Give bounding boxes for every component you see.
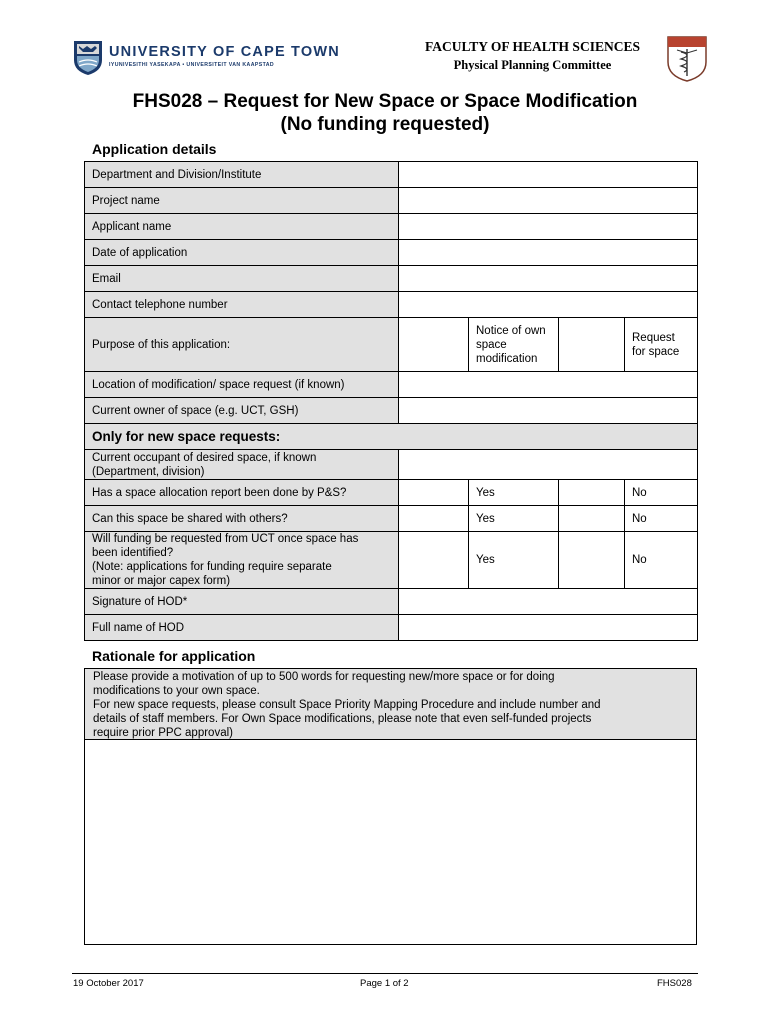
table-row xyxy=(85,615,698,641)
footer-form-code: FHS028 xyxy=(657,978,692,989)
uct-logo xyxy=(73,40,340,80)
table-row xyxy=(85,372,698,398)
rationale-line5: require prior PPC approval) xyxy=(93,727,233,739)
email-label: Email xyxy=(85,266,399,292)
table-row xyxy=(85,188,698,214)
applicant-name-label: Applicant name xyxy=(85,214,399,240)
shared-label: Can this space be shared with others? xyxy=(85,506,399,532)
purpose-checkbox-request[interactable] xyxy=(559,318,625,372)
location-field[interactable] xyxy=(399,372,698,398)
table-row xyxy=(85,162,698,188)
funding-label-line3: (Note: applications for funding require separate xyxy=(92,561,332,573)
hod-name-field[interactable] xyxy=(399,615,698,641)
allocation-report-label: Has a space allocation report been done by P&S? xyxy=(85,480,399,506)
date-label: Date of application xyxy=(85,240,399,266)
faculty-header xyxy=(405,39,660,73)
funding-no-label: No xyxy=(625,532,698,589)
faculty-crest-icon xyxy=(667,36,707,82)
rationale-line4: details of staff members. For Own Space modifications, please note that even self-funded projects xyxy=(93,713,592,725)
table-row xyxy=(85,292,698,318)
department-field[interactable] xyxy=(399,162,698,188)
faculty-name: FACULTY OF HEALTH SCIENCES xyxy=(425,39,640,54)
purpose-label: Purpose of this application: xyxy=(85,318,399,372)
rationale-line1: Please provide a motivation of up to 500 words for requesting new/more space or for doing xyxy=(93,671,555,683)
new-space-heading: Only for new space requests: xyxy=(85,424,698,450)
allocation-yes-label: Yes xyxy=(469,480,559,506)
email-field[interactable] xyxy=(399,266,698,292)
table-row xyxy=(85,240,698,266)
department-label: Department and Division/Institute xyxy=(85,162,399,188)
purpose-option-modification: Notice of own space modification xyxy=(469,318,559,372)
hod-name-label: Full name of HOD xyxy=(85,615,399,641)
footer-divider xyxy=(72,973,698,974)
shared-yes-label: Yes xyxy=(469,506,559,532)
footer-date: 19 October 2017 xyxy=(73,978,144,989)
table-row xyxy=(85,589,698,615)
funding-label xyxy=(85,532,399,589)
owner-field[interactable] xyxy=(399,398,698,424)
application-details-heading: Application details xyxy=(92,141,217,157)
table-row xyxy=(85,450,698,480)
hod-signature-field[interactable] xyxy=(399,589,698,615)
table-row xyxy=(85,506,698,532)
table-row xyxy=(85,480,698,506)
funding-label-line2: been identified? xyxy=(92,547,174,559)
telephone-field[interactable] xyxy=(399,292,698,318)
rationale-box xyxy=(84,668,697,945)
funding-label-line4: minor or major capex form) xyxy=(92,575,231,587)
table-row xyxy=(85,424,698,450)
funding-yes-checkbox[interactable] xyxy=(399,532,469,589)
table-row xyxy=(85,318,698,372)
project-name-label: Project name xyxy=(85,188,399,214)
date-field[interactable] xyxy=(399,240,698,266)
application-form-table xyxy=(84,161,698,641)
allocation-no-label: No xyxy=(625,480,698,506)
funding-yes-label: Yes xyxy=(469,532,559,589)
project-name-field[interactable] xyxy=(399,188,698,214)
allocation-yes-checkbox[interactable] xyxy=(399,480,469,506)
footer-page-number: Page 1 of 2 xyxy=(360,978,409,989)
owner-label: Current owner of space (e.g. UCT, GSH) xyxy=(85,398,399,424)
occupant-label-line1: Current occupant of desired space, if known xyxy=(92,451,317,464)
purpose-checkbox-modification[interactable] xyxy=(399,318,469,372)
rationale-line2: modifications to your own space. xyxy=(93,685,260,697)
funding-no-checkbox[interactable] xyxy=(559,532,625,589)
allocation-no-checkbox[interactable] xyxy=(559,480,625,506)
rationale-text-area[interactable] xyxy=(85,740,696,943)
table-row xyxy=(85,214,698,240)
shared-yes-checkbox[interactable] xyxy=(399,506,469,532)
purpose-option-request: Request for space xyxy=(625,318,698,372)
shared-no-checkbox[interactable] xyxy=(559,506,625,532)
table-row xyxy=(85,398,698,424)
hod-signature-label: Signature of HOD* xyxy=(85,589,399,615)
uct-shield-icon xyxy=(73,40,103,76)
occupant-label-line2: (Department, division) xyxy=(92,465,205,478)
rationale-heading: Rationale for application xyxy=(92,648,256,664)
university-name: UNIVERSITY OF CAPE TOWN xyxy=(109,44,340,60)
telephone-label: Contact telephone number xyxy=(85,292,399,318)
table-row xyxy=(85,266,698,292)
location-label: Location of modification/ space request (if known) xyxy=(85,372,399,398)
form-title-line1: FHS028 – Request for New Space or Space Modification xyxy=(132,91,638,112)
rationale-instructions xyxy=(85,669,696,740)
table-row xyxy=(85,532,698,589)
funding-label-line1: Will funding be requested from UCT once space has xyxy=(92,533,359,545)
form-title-line2: (No funding requested) xyxy=(280,114,490,135)
applicant-name-field[interactable] xyxy=(399,214,698,240)
rationale-line3: For new space requests, please consult Space Priority Mapping Procedure and include number and xyxy=(93,699,601,711)
shared-no-label: No xyxy=(625,506,698,532)
occupant-field[interactable] xyxy=(399,450,698,480)
form-title xyxy=(0,90,770,136)
occupant-label xyxy=(85,450,399,480)
university-subtitle: IYUNIVESITHI YASEKAPA • UNIVERSITEIT VAN KAAPSTAD xyxy=(109,62,275,68)
committee-name: Physical Planning Committee xyxy=(453,58,612,72)
